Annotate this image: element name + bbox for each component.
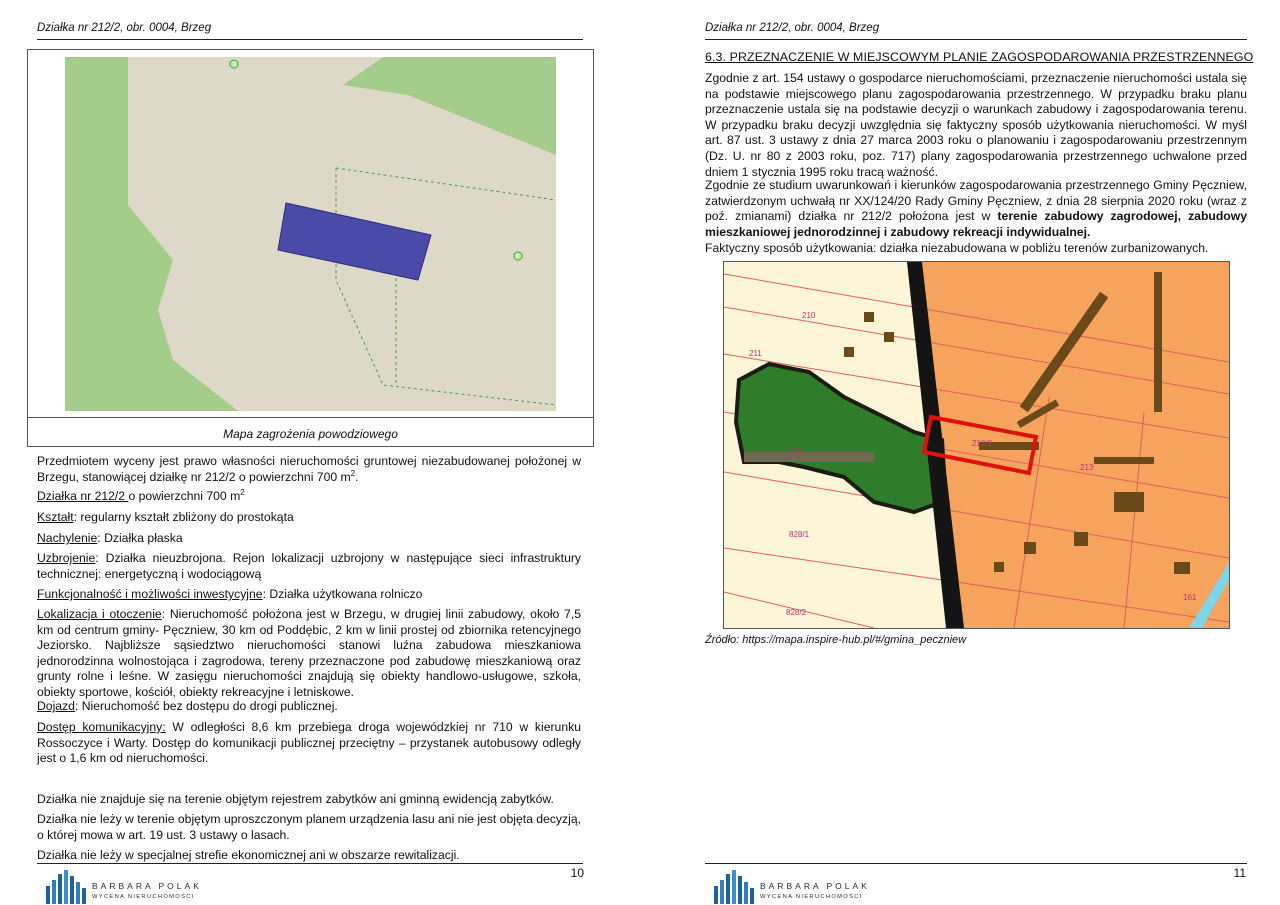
right-page-header: Działka nr 212/2, obr. 0004, Brzeg: [705, 22, 880, 34]
parcel-label-214: 214: [788, 447, 802, 456]
zoning-plan-map: [724, 262, 1229, 628]
utilities-paragraph: Uzbrojenie: Działka nieuzbrojona. Rejon lokalizacji uzbrojony w następujące sieci infrastruktury technicznej: energetyczną i wodociągową: [37, 551, 581, 581]
brand-name: BARBARA POLAK: [760, 881, 870, 891]
parcel-label-211: 211: [749, 349, 762, 358]
flood-map-figure: [27, 49, 594, 447]
section-title: 6.3. PRZEZNACZENIE W MIEJSCOWYM PLANIE ZAGOSPODAROWANIA PRZESTRZENNEGO: [705, 50, 1254, 64]
brand-subtitle: WYCENA NIERUCHOMOŚCI: [92, 894, 195, 900]
brand-logo-icon: [712, 870, 760, 904]
zone-paragraph: Działka nie leży w specjalnej strefie ekonomicznej ani w obszarze rewitalizacji.: [37, 848, 460, 862]
brand-logo-icon: [44, 870, 92, 904]
point-marker-right: [514, 252, 522, 260]
brand-subtitle: WYCENA NIERUCHOMOŚCI: [760, 894, 863, 900]
parcel-label-210: 210: [802, 311, 816, 320]
caption-divider: [28, 417, 593, 418]
intro-paragraph: Przedmiotem wyceny jest prawo własności nieruchomości gruntowej niezabudowanej położonej w Brzegu, stanowiącej działkę nr 212/2 o powierzchni 700 $m^2$.: [37, 454, 581, 484]
right-header-rule: [705, 39, 1247, 40]
point-marker-top: [230, 60, 238, 68]
access-line: Dojazd: Nieruchomość bez dostępu do drogi publicznej.: [37, 699, 338, 713]
map-source: Źródło: https://mapa.inspire-hub.pl/#/gmina_peczniew: [705, 634, 967, 646]
monuments-paragraph: Działka nie znajduje się na terenie objętym rejestrem zabytków ani gminną ewidencją zabytków.: [37, 792, 554, 806]
flood-map-caption: Mapa zagrożenia powodziowego: [223, 427, 398, 441]
zoning-plan-figure: [723, 261, 1230, 629]
brand-name: BARBARA POLAK: [92, 881, 202, 891]
study-paragraph: Zgodnie ze studium uwarunkowań i kierunków zagospodarowania przestrzennego Gminy Pęczniew, zatwierdzonym uchwałą nr XX/124/20 Rady Gminy Pęczniew, z dnia 28 sierpnia 2020 roku (wraz z poź. zmianami) działka nr 212/2 położona jest w terenie zabudowy zagrodowej, zabudowy mieszkaniowej jednorodzinnej i zabudowy rekreacji indywidualnej.: [705, 178, 1247, 239]
right-page-number: 11: [1233, 866, 1246, 880]
parcel-label-828-2: 828/2: [786, 608, 807, 617]
parcel-label-213: 213: [1080, 463, 1094, 472]
parcel-label-161: 161: [1183, 593, 1197, 602]
left-header-rule: [37, 39, 583, 40]
parcel-area-line: Działka nr 212/2 o powierzchni 700 $m^2$: [37, 487, 245, 503]
parcel-label-212-2: 212/2: [972, 439, 993, 448]
right-footer-rule: [705, 863, 1247, 864]
transport-paragraph: Dostęp komunikacyjny: W odległości 8,6 km przebiega droga wojewódzkiej nr 710 w kierunku Rossoczyce i Warty. Dostęp do komunikacji publicznej przeciętny – przystanek autobusowy odległy jest o 1,6 km od nieruchomości.: [37, 720, 581, 766]
actual-use-paragraph: Faktyczny sposób użytkowania: działka niezabudowana w pobliżu terenów zurbanizowanych.: [705, 241, 1209, 255]
parcel-label-828-1: 828/1: [789, 530, 810, 539]
road-segment: [744, 452, 874, 462]
forest-paragraph: Działka nie leży w terenie objętym uproszczonym planem urządzenia lasu ani nie jest objęta decyzją, o której mowa w art. 19 ust. 3 ustawy o lasach.: [37, 812, 581, 842]
left-footer-rule: [37, 863, 583, 864]
slope-line: Nachylenie: Działka płaska: [37, 531, 183, 545]
shape-line: Kształt: regularny kształt zbliżony do prostokąta: [37, 510, 294, 524]
location-paragraph: Lokalizacja i otoczenie: Nieruchomość położona jest w Brzegu, w drugiej linii zabudowy, około 7,5 km od centrum gminy- Pęczniew, 30 km od Poddębic, 2 km w linii prostej od zbiornika retencyjnego Jeziorsko. Najbliższe sąsiedztwo nieruchomości stanowi luźna zabudowa mieszkaniowa jednorodzinna wolnostojąca i zagrodowa, tereny przeznaczone pod zabudowę mieszkaniową oraz grunty rolne i leśne. W zasięgu nieruchomości znajdują się obiekty handlowo-usługowe, szkoła, obiekty sportowe, kościół, obiekty rekreacyjne i letniskowe.: [37, 607, 581, 699]
left-page-number: 10: [570, 866, 584, 880]
flood-hazard-map: [28, 50, 593, 446]
functionality-line: Funkcjonalność i możliwości inwestycyjne: Działka użytkowana rolniczo: [37, 587, 423, 601]
legal-basis-paragraph: Zgodnie z art. 154 ustawy o gospodarce nieruchomościami, przeznaczenie nieruchomości ustala się na podstawie miejscowego planu zagospodarowania przestrzennego. W przypadku braku planu przeznaczenie ustala się na podstawie decyzji o warunkach zabudowy i zagospodarowania terenu. W przypadku braku decyzji uwzględnia się faktyczny sposób użytkowania nieruchomości. W myśl art. 87 ust. 3 ustawy z dnia 27 marca 2003 roku o planowaniu i zagospodarowaniu przestrzennym (Dz. U. nr 80 z 2003 roku, poz. 717) plany zagospodarowania przestrzennego uchwalone przed dniem 1 stycznia 1995 roku tracą ważność.: [705, 71, 1247, 179]
left-page-header: Działka nr 212/2, obr. 0004, Brzeg: [37, 22, 212, 34]
